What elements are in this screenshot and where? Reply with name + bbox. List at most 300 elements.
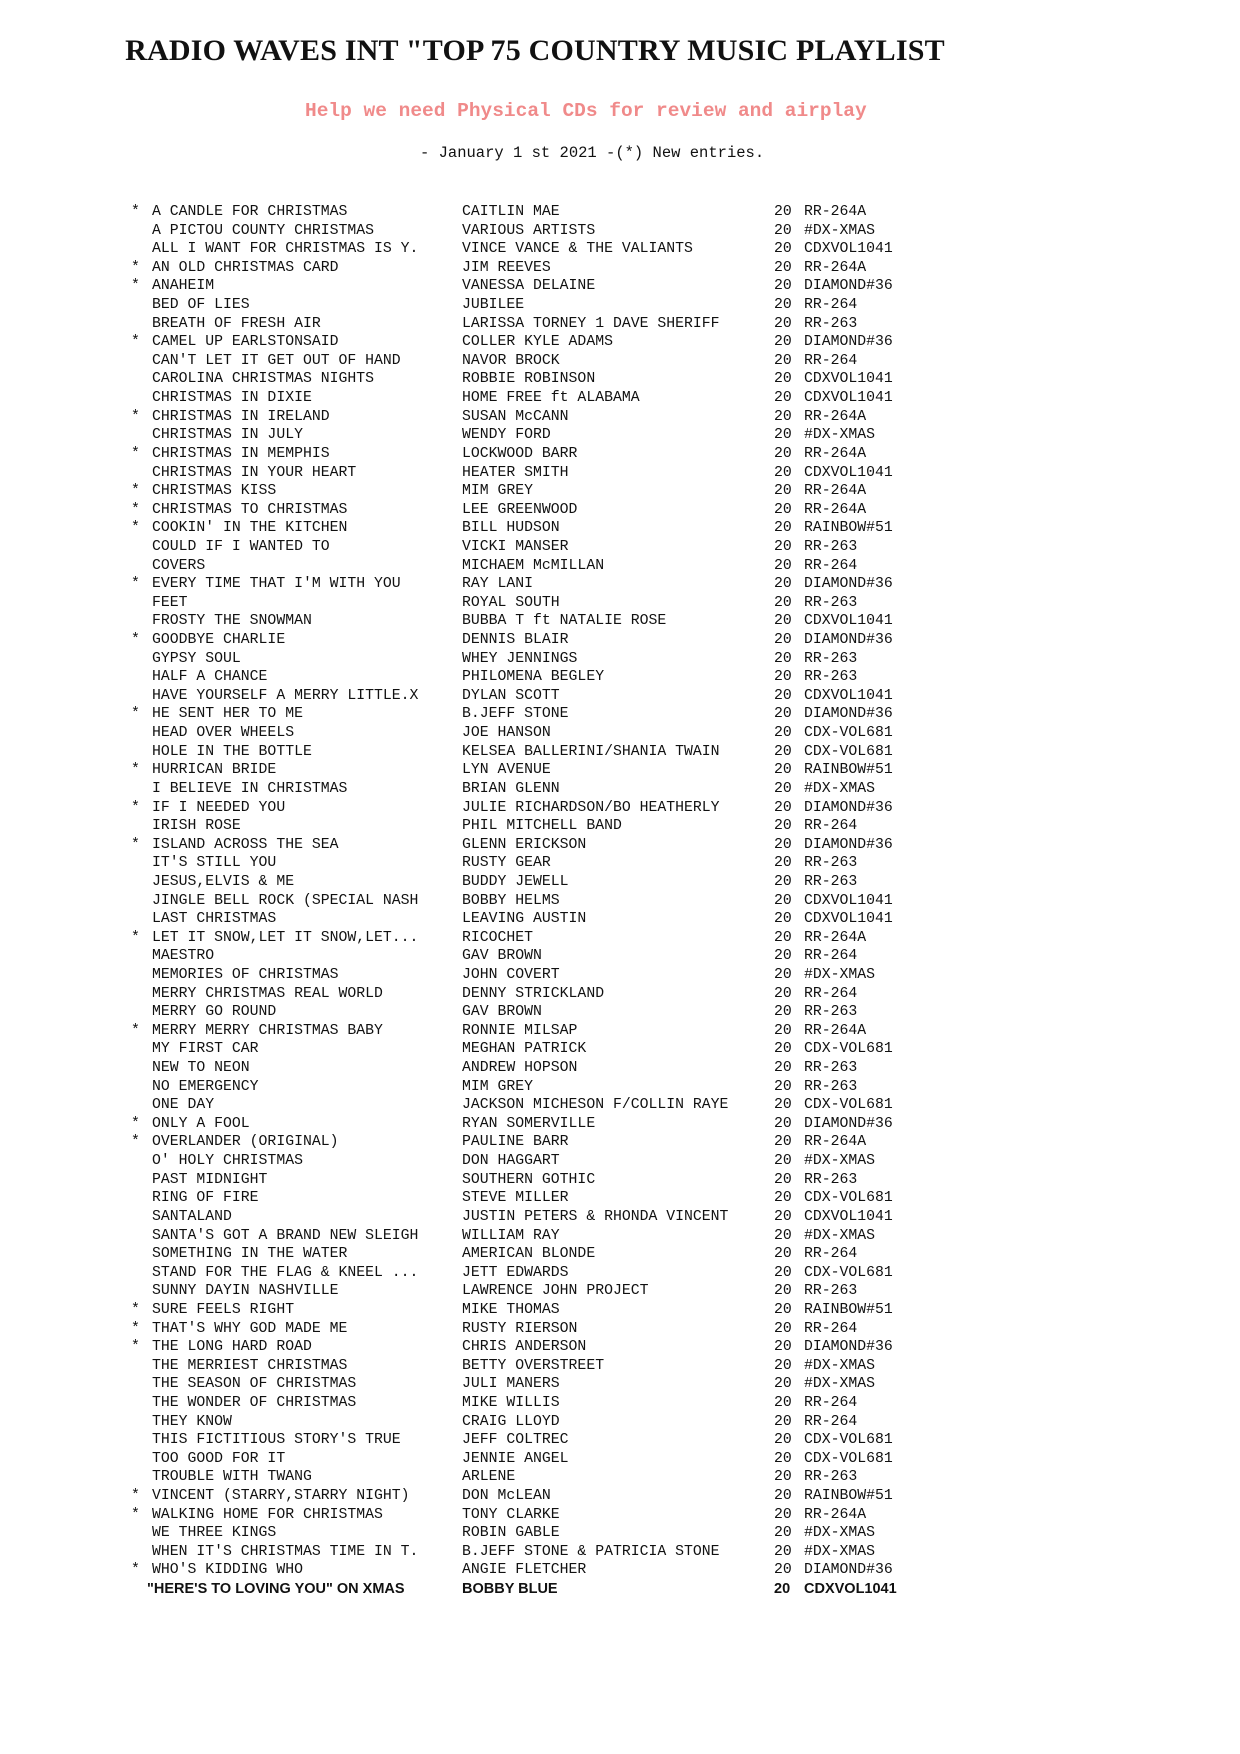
song-title: SURE FEELS RIGHT (152, 1301, 295, 1318)
source-code: CDX-VOL681 (804, 1450, 893, 1467)
weeks-count: 20 (774, 892, 792, 909)
song-title: FROSTY THE SNOWMAN (152, 613, 312, 630)
weeks-count: 20 (774, 1395, 792, 1411)
playlist-row (131, 1078, 931, 1097)
song-title: TOO GOOD FOR IT (152, 1450, 286, 1467)
playlist-row (131, 1450, 931, 1469)
source-code: CDX-VOL681 (804, 1041, 893, 1058)
song-title: EVERY TIME THAT I'M WITH YOU (152, 576, 401, 593)
source-code: RR-264A (804, 1506, 867, 1523)
playlist-row (131, 1059, 931, 1078)
source-code: RAINBOW#51 (804, 1488, 893, 1505)
song-title: CAN'T LET IT GET OUT OF HAND (152, 352, 401, 369)
weeks-count: 20 (774, 1115, 792, 1132)
source-code: CDX-VOL681 (804, 1097, 893, 1114)
artist-name: CHRIS ANDERSON (462, 1339, 587, 1356)
playlist-row (131, 426, 931, 445)
weeks-count: 20 (774, 1339, 792, 1356)
artist-name: RUSTY RIERSON (462, 1320, 578, 1337)
source-code: #DX-XMAS (804, 1357, 876, 1374)
song-title: THE LONG HARD ROAD (152, 1339, 312, 1356)
artist-name: MIKE THOMAS (462, 1301, 560, 1318)
song-title: HAVE YOURSELF A MERRY LITTLE.X (152, 687, 419, 704)
playlist-row (131, 631, 931, 650)
source-code: RR-263 (804, 1469, 858, 1486)
song-title: MERRY GO ROUND (152, 1004, 277, 1021)
playlist-row (131, 873, 931, 892)
playlist-row (131, 1189, 931, 1208)
artist-name: HOME FREE ft ALABAMA (462, 390, 640, 407)
artist-name: RONNIE MILSAP (462, 1022, 578, 1039)
weeks-count: 20 (774, 1246, 792, 1263)
source-code: RR-263 (804, 669, 858, 686)
weeks-count: 20 (774, 632, 792, 649)
new-entry-marker: * (131, 1115, 140, 1132)
weeks-count: 20 (774, 929, 792, 946)
artist-name: PHIL MITCHELL BAND (462, 818, 622, 835)
song-title: "HERE'S TO LOVING YOU" ON XMAS (147, 1581, 405, 1598)
song-title: JESUS,ELVIS & ME (152, 873, 295, 890)
artist-name: JUSTIN PETERS & RHONDA VINCENT (462, 1208, 729, 1225)
playlist-row (131, 650, 931, 669)
playlist-row (131, 575, 931, 594)
playlist-row (131, 1264, 931, 1283)
artist-name: WHEY JENNINGS (462, 650, 578, 667)
weeks-count: 20 (774, 780, 792, 797)
source-code: RR-264A (804, 1022, 867, 1039)
song-title: MY FIRST CAR (152, 1041, 259, 1058)
artist-name: BRIAN GLENN (462, 780, 560, 797)
new-entry-marker: * (131, 1506, 140, 1523)
song-title: MERRY CHRISTMAS REAL WORLD (152, 985, 383, 1002)
source-code: CDXVOL1041 (804, 613, 893, 630)
artist-name: BUDDY JEWELL (462, 873, 569, 890)
song-title: WHO'S KIDDING WHO (152, 1562, 303, 1579)
playlist-row (131, 1320, 931, 1339)
song-title: THEY KNOW (152, 1413, 232, 1430)
song-title: THE SEASON OF CHRISTMAS (152, 1376, 357, 1393)
source-code: #DX-XMAS (804, 1525, 876, 1542)
song-title: IRISH ROSE (152, 818, 241, 835)
source-code: CDXVOL1041 (804, 390, 893, 407)
source-code: CDXVOL1041 (804, 464, 893, 481)
playlist-row (131, 538, 931, 557)
new-entry-marker: * (131, 1488, 140, 1505)
artist-name: GAV BROWN (462, 948, 542, 965)
weeks-count: 20 (774, 725, 792, 742)
artist-name: JULIE RICHARDSON/BO HEATHERLY (462, 799, 720, 816)
new-entry-marker: * (131, 576, 140, 593)
song-title: ONE DAY (152, 1097, 215, 1114)
playlist-row (131, 501, 931, 520)
source-code: RR-264A (804, 204, 867, 220)
new-entry-marker: * (131, 334, 140, 351)
artist-name: DENNIS BLAIR (462, 632, 569, 649)
song-title: MAESTRO (152, 948, 215, 965)
artist-name: DYLAN SCOTT (462, 687, 560, 704)
artist-name: JACKSON MICHESON F/COLLIN RAYE (462, 1097, 729, 1114)
artist-name: LEE GREENWOOD (462, 501, 578, 518)
playlist-row (131, 352, 931, 371)
new-entry-marker: * (131, 445, 140, 462)
playlist-row (131, 1152, 931, 1171)
source-code: DIAMOND#36 (804, 1339, 893, 1356)
source-code: DIAMOND#36 (804, 706, 893, 723)
source-code: RR-264 (804, 557, 858, 574)
weeks-count: 20 (774, 594, 792, 611)
new-entry-marker: * (131, 204, 140, 220)
weeks-count: 20 (774, 315, 792, 332)
new-entry-marker: * (131, 520, 140, 537)
weeks-count: 20 (774, 1562, 792, 1579)
weeks-count: 20 (774, 1153, 792, 1170)
artist-name: RICOCHET (462, 929, 534, 946)
source-code: #DX-XMAS (804, 1543, 876, 1560)
weeks-count: 20 (774, 1450, 792, 1467)
weeks-count: 20 (774, 501, 792, 518)
artist-name: DENNY STRICKLAND (462, 985, 605, 1002)
weeks-count: 20 (774, 613, 792, 630)
playlist-row (131, 389, 931, 408)
playlist-row (131, 1524, 931, 1543)
weeks-count: 20 (774, 241, 792, 258)
song-title: NO EMERGENCY (152, 1078, 259, 1095)
artist-name: SUSAN McCANN (462, 408, 569, 425)
weeks-count: 20 (774, 297, 792, 314)
source-code: CDXVOL1041 (804, 1581, 897, 1598)
playlist-row (131, 1487, 931, 1506)
source-code: CDXVOL1041 (804, 371, 893, 388)
weeks-count: 20 (774, 1488, 792, 1505)
artist-name: CRAIG LLOYD (462, 1413, 560, 1430)
song-title: CHRISTMAS IN DIXIE (152, 390, 312, 407)
playlist-row (131, 1357, 931, 1376)
artist-name: MICHAEM McMILLAN (462, 557, 605, 574)
playlist-row (131, 910, 931, 929)
playlist-row (131, 1506, 931, 1525)
weeks-count: 20 (774, 445, 792, 462)
artist-name: LARISSA TORNEY 1 DAVE SHERIFF (462, 315, 720, 332)
source-code: RR-264A (804, 259, 867, 276)
source-code: CDXVOL1041 (804, 892, 893, 909)
song-title: SOMETHING IN THE WATER (152, 1246, 348, 1263)
source-code: RR-263 (804, 873, 858, 890)
artist-name: RUSTY GEAR (462, 855, 551, 872)
new-entry-marker: * (131, 408, 140, 425)
song-title: CHRISTMAS IN JULY (152, 427, 303, 444)
new-entry-marker: * (131, 1562, 140, 1579)
source-code: DIAMOND#36 (804, 278, 893, 295)
song-title: TROUBLE WITH TWANG (152, 1469, 312, 1486)
song-title: A PICTOU COUNTY CHRISTMAS (152, 222, 374, 239)
source-code: RR-263 (804, 594, 858, 611)
artist-name: BOBBY BLUE (462, 1581, 558, 1598)
playlist-row (131, 1282, 931, 1301)
source-code: CDXVOL1041 (804, 241, 893, 258)
playlist-row (131, 1003, 931, 1022)
playlist-row (131, 1394, 931, 1413)
song-title: THE MERRIEST CHRISTMAS (152, 1357, 348, 1374)
source-code: DIAMOND#36 (804, 576, 893, 593)
playlist-row (131, 1040, 931, 1059)
new-entry-marker: * (131, 762, 140, 779)
song-title: SUNNY DAYIN NASHVILLE (152, 1283, 339, 1300)
source-code: DIAMOND#36 (804, 632, 893, 649)
song-title: PAST MIDNIGHT (152, 1171, 268, 1188)
playlist-row (131, 1431, 931, 1450)
playlist-row (131, 1115, 931, 1134)
weeks-count: 20 (774, 204, 792, 220)
playlist-row (131, 594, 931, 613)
playlist-row (131, 370, 931, 389)
song-title: MEMORIES OF CHRISTMAS (152, 966, 339, 983)
new-entry-marker: * (131, 632, 140, 649)
artist-name: JULI MANERS (462, 1376, 560, 1393)
playlist-row (131, 1227, 931, 1246)
artist-name: BILL HUDSON (462, 520, 560, 537)
source-code: RR-264 (804, 985, 858, 1002)
artist-name: LEAVING AUSTIN (462, 911, 587, 928)
source-code: RR-263 (804, 315, 858, 332)
playlist-row (131, 1133, 931, 1152)
weeks-count: 20 (774, 1357, 792, 1374)
weeks-count: 20 (774, 836, 792, 853)
playlist-row (131, 315, 931, 334)
weeks-count: 20 (774, 1543, 792, 1560)
weeks-count: 20 (774, 390, 792, 407)
weeks-count: 20 (774, 464, 792, 481)
weeks-count: 20 (774, 1041, 792, 1058)
song-title: HEAD OVER WHEELS (152, 725, 295, 742)
artist-name: AMERICAN BLONDE (462, 1246, 596, 1263)
song-title: A CANDLE FOR CHRISTMAS (152, 204, 348, 220)
playlist-row (131, 668, 931, 687)
playlist-row (131, 929, 931, 948)
date-and-legend: - January 1 st 2021 -(*) New entries. (420, 144, 765, 162)
artist-name: B.JEFF STONE (462, 706, 569, 723)
weeks-count: 20 (774, 408, 792, 425)
playlist-row (131, 259, 931, 278)
artist-name: KELSEA BALLERINI/SHANIA TWAIN (462, 743, 720, 760)
new-entry-marker: * (131, 1134, 140, 1151)
artist-name: MIKE WILLIS (462, 1395, 560, 1411)
song-title: COULD IF I WANTED TO (152, 538, 330, 555)
playlist-row (131, 687, 931, 706)
source-code: DIAMOND#36 (804, 799, 893, 816)
source-code: RR-264A (804, 501, 867, 518)
artist-name: ANGIE FLETCHER (462, 1562, 587, 1579)
playlist-row (131, 1245, 931, 1264)
new-entry-marker: * (131, 706, 140, 723)
weeks-count: 20 (774, 1264, 792, 1281)
song-title: IF I NEEDED YOU (152, 799, 286, 816)
artist-name: MEGHAN PATRICK (462, 1041, 587, 1058)
source-code: #DX-XMAS (804, 427, 876, 444)
artist-name: ROBIN GABLE (462, 1525, 560, 1542)
weeks-count: 20 (774, 669, 792, 686)
weeks-count: 20 (774, 818, 792, 835)
weeks-count: 20 (774, 706, 792, 723)
song-title: ISLAND ACROSS THE SEA (152, 836, 339, 853)
new-entry-marker: * (131, 483, 140, 500)
artist-name: BETTY OVERSTREET (462, 1357, 605, 1374)
playlist-row (131, 557, 931, 576)
weeks-count: 20 (774, 1022, 792, 1039)
source-code: CDX-VOL681 (804, 1432, 893, 1449)
playlist-row (131, 985, 931, 1004)
artist-name: DON McLEAN (462, 1488, 551, 1505)
song-title: CHRISTMAS IN YOUR HEART (152, 464, 357, 481)
song-title: O' HOLY CHRISTMAS (152, 1153, 303, 1170)
cd-request-subtitle: Help we need Physical CDs for review and airplay (305, 100, 867, 122)
weeks-count: 20 (774, 259, 792, 276)
source-code: DIAMOND#36 (804, 1115, 893, 1132)
weeks-count: 20 (774, 1413, 792, 1430)
weeks-count: 20 (774, 799, 792, 816)
source-code: #DX-XMAS (804, 1376, 876, 1393)
artist-name: WILLIAM RAY (462, 1227, 560, 1244)
weeks-count: 20 (774, 1283, 792, 1300)
song-title: COOKIN' IN THE KITCHEN (152, 520, 348, 537)
playlist-row (131, 1096, 931, 1115)
playlist-row (131, 445, 931, 464)
weeks-count: 20 (774, 911, 792, 928)
weeks-count: 20 (774, 1134, 792, 1151)
playlist-row (131, 203, 931, 222)
artist-name: ANDREW HOPSON (462, 1060, 578, 1077)
weeks-count: 20 (774, 855, 792, 872)
playlist-row (131, 836, 931, 855)
playlist-row (131, 1301, 931, 1320)
artist-name: TONY CLARKE (462, 1506, 560, 1523)
playlist-row (131, 240, 931, 259)
source-code: CDXVOL1041 (804, 911, 893, 928)
weeks-count: 20 (774, 222, 792, 239)
artist-name: LAWRENCE JOHN PROJECT (462, 1283, 649, 1300)
source-code: #DX-XMAS (804, 222, 876, 239)
source-code: CDX-VOL681 (804, 1190, 893, 1207)
source-code: CDX-VOL681 (804, 1264, 893, 1281)
source-code: RR-263 (804, 1078, 858, 1095)
playlist-row (131, 1468, 931, 1487)
song-title: GYPSY SOUL (152, 650, 241, 667)
song-title: HURRICAN BRIDE (152, 762, 277, 779)
artist-name: JENNIE ANGEL (462, 1450, 569, 1467)
source-code: RR-264A (804, 1134, 867, 1151)
new-entry-marker: * (131, 1320, 140, 1337)
song-title: ONLY A FOOL (152, 1115, 250, 1132)
artist-name: ARLENE (462, 1469, 516, 1486)
new-entry-marker: * (131, 1301, 140, 1318)
source-code: CDXVOL1041 (804, 1208, 893, 1225)
artist-name: ROYAL SOUTH (462, 594, 560, 611)
artist-name: B.JEFF STONE & PATRICIA STONE (462, 1543, 720, 1560)
weeks-count: 20 (774, 1432, 792, 1449)
source-code: #DX-XMAS (804, 1153, 876, 1170)
playlist-row (131, 1171, 931, 1190)
weeks-count: 20 (774, 1171, 792, 1188)
weeks-count: 20 (774, 650, 792, 667)
weeks-count: 20 (774, 1004, 792, 1021)
artist-name: PAULINE BARR (462, 1134, 569, 1151)
song-title: ALL I WANT FOR CHRISTMAS IS Y. (152, 241, 419, 258)
weeks-count: 20 (774, 1078, 792, 1095)
playlist-row (131, 817, 931, 836)
new-entry-marker: * (131, 836, 140, 853)
song-title: OVERLANDER (ORIGINAL) (152, 1134, 339, 1151)
weeks-count: 20 (774, 762, 792, 779)
playlist-row (131, 277, 931, 296)
artist-name: JOHN COVERT (462, 966, 560, 983)
playlist-row (131, 1208, 931, 1227)
playlist-row (131, 1413, 931, 1432)
new-entry-marker: * (131, 929, 140, 946)
playlist-row (131, 892, 931, 911)
weeks-count: 20 (774, 334, 792, 351)
artist-name: JIM REEVES (462, 259, 551, 276)
artist-name: COLLER KYLE ADAMS (462, 334, 613, 351)
weeks-count: 20 (774, 538, 792, 555)
source-code: RR-263 (804, 1171, 858, 1188)
artist-name: BUBBA T ft NATALIE ROSE (462, 613, 667, 630)
artist-name: HEATER SMITH (462, 464, 569, 481)
source-code: DIAMOND#36 (804, 1562, 893, 1579)
song-title: GOODBYE CHARLIE (152, 632, 286, 649)
artist-name: MIM GREY (462, 1078, 534, 1095)
weeks-count: 20 (774, 1469, 792, 1486)
artist-name: PHILOMENA BEGLEY (462, 669, 605, 686)
playlist-row (131, 724, 931, 743)
playlist-table (131, 203, 931, 1599)
artist-name: RYAN SOMERVILLE (462, 1115, 596, 1132)
artist-name: LYN AVENUE (462, 762, 551, 779)
weeks-count: 20 (774, 743, 792, 760)
source-code: RAINBOW#51 (804, 1301, 893, 1318)
song-title: HE SENT HER TO ME (152, 706, 303, 723)
song-title: CAROLINA CHRISTMAS NIGHTS (152, 371, 374, 388)
song-title: JINGLE BELL ROCK (SPECIAL NASH (152, 892, 419, 909)
weeks-count: 20 (774, 1301, 792, 1318)
playlist-row (131, 1580, 931, 1599)
song-title: SANTA'S GOT A BRAND NEW SLEIGH (152, 1227, 419, 1244)
song-title: MERRY MERRY CHRISTMAS BABY (152, 1022, 383, 1039)
playlist-row (131, 966, 931, 985)
source-code: #DX-XMAS (804, 780, 876, 797)
artist-name: JEFF COLTREC (462, 1432, 569, 1449)
source-code: RR-264A (804, 445, 867, 462)
playlist-row (131, 761, 931, 780)
weeks-count: 20 (774, 1097, 792, 1114)
source-code: #DX-XMAS (804, 966, 876, 983)
source-code: RR-263 (804, 538, 858, 555)
weeks-count: 20 (774, 1208, 792, 1225)
source-code: #DX-XMAS (804, 1227, 876, 1244)
weeks-count: 20 (774, 1227, 792, 1244)
playlist-row (131, 947, 931, 966)
weeks-count: 20 (774, 520, 792, 537)
weeks-count: 20 (774, 371, 792, 388)
weeks-count: 20 (774, 1525, 792, 1542)
source-code: DIAMOND#36 (804, 836, 893, 853)
source-code: RR-264 (804, 1413, 858, 1430)
source-code: RAINBOW#51 (804, 520, 893, 537)
artist-name: VICKI MANSER (462, 538, 569, 555)
source-code: CDXVOL1041 (804, 687, 893, 704)
source-code: DIAMOND#36 (804, 334, 893, 351)
artist-name: RAY LANI (462, 576, 534, 593)
song-title: THAT'S WHY GOD MADE ME (152, 1320, 348, 1337)
page-title: RADIO WAVES INT "TOP 75 COUNTRY MUSIC PLAYLIST (125, 34, 945, 67)
